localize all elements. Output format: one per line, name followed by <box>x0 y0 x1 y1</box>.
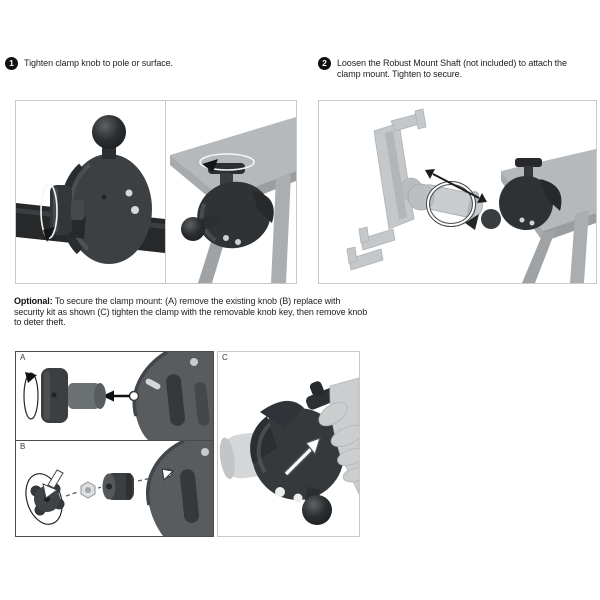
step-1-number-icon: 1 <box>5 57 18 70</box>
arm-mount-illustration <box>319 101 596 283</box>
panel-b <box>15 440 214 537</box>
optional-note <box>14 296 372 328</box>
remove-knob-illustration <box>16 352 213 440</box>
optional-label: Optional: <box>14 296 53 306</box>
optional-text: To secure the clamp mount: (A) remove the existing knob (B) replace with security kit as shown (C) tighten the clamp with the removable knob key, then remove knob to deter theft. <box>14 296 368 327</box>
arm-mount-figure <box>318 100 597 284</box>
panel-c-label: C <box>222 353 228 362</box>
panel-a <box>15 351 214 441</box>
panel-b-label: B <box>20 442 26 451</box>
step-2-text: Loosen the Robust Mount Shaft (not included) to attach the clamp mount. Tighten to secure. <box>337 58 567 79</box>
step-1-text: Tighten clamp knob to pole or surface. <box>24 58 173 68</box>
table-clamp-illustration <box>166 101 296 283</box>
step-2-row <box>318 57 590 80</box>
step-1-row <box>5 57 305 70</box>
panel-c <box>217 351 360 537</box>
step-2-number-icon: 2 <box>318 57 331 70</box>
pole-clamp-illustration <box>16 101 165 283</box>
panel-a-label: A <box>20 353 26 362</box>
pole-clamp-figure <box>15 100 166 284</box>
security-kit-illustration <box>16 441 213 536</box>
tighten-key-illustration <box>218 352 359 536</box>
table-clamp-figure <box>165 100 297 284</box>
